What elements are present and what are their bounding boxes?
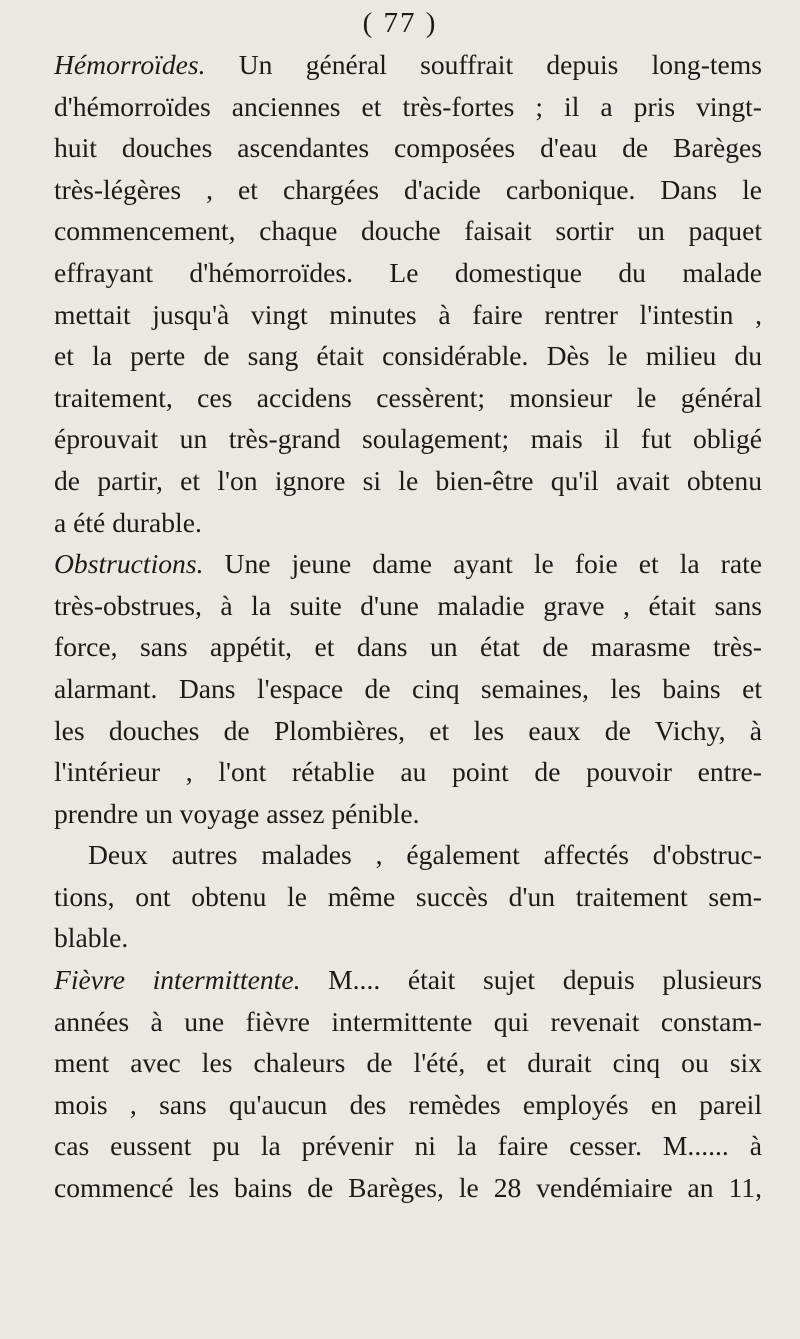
text-line: d'hémorroïdes anciennes et très-fortes ; il a pris vingt- bbox=[54, 90, 762, 122]
body-text bbox=[54, 44, 762, 1209]
text-line: force, sans appétit, et dans un état de marasme très- bbox=[54, 631, 762, 663]
text-line-content: Un général souffrait depuis long-tems bbox=[205, 49, 762, 80]
text-line: l'intérieur , l'ont rétablie au point de pouvoir entre- bbox=[54, 756, 762, 788]
text-line: ment avec les chaleurs de l'été, et durait cinq ou six bbox=[54, 1047, 762, 1079]
text-line: tions, ont obtenu le même succès d'un traitement sem- bbox=[54, 880, 762, 912]
text-line: années à une fièvre intermittente qui revenait constam- bbox=[54, 1005, 762, 1037]
text-line bbox=[54, 44, 762, 86]
text-line: Deux autres malades , également affectés d'obstruc- bbox=[88, 839, 762, 871]
text-line bbox=[54, 543, 762, 585]
text-line: très-obstrues, à la suite d'une maladie grave , était sans bbox=[54, 589, 762, 621]
text-line: blable. bbox=[54, 922, 129, 954]
text-line-content: M.... était sujet depuis plusieurs bbox=[300, 964, 762, 996]
text-line: prendre un voyage assez pénible. bbox=[54, 797, 420, 829]
text-line: a été durable. bbox=[54, 506, 202, 538]
text-line: mettait jusqu'à vingt minutes à faire rentrer l'intestin , bbox=[54, 298, 762, 330]
text-line: commencé les bains de Barèges, le 28 vendémiaire an 11, bbox=[54, 1172, 762, 1204]
text-line: de partir, et l'on ignore si le bien-être qu'il avait obtenu bbox=[54, 464, 762, 496]
text-line bbox=[54, 959, 762, 1001]
section-heading-obstructions: Obstructions. bbox=[54, 548, 204, 580]
text-line: très-légères , et chargées d'acide carbonique. Dans le bbox=[54, 173, 762, 205]
text-line-content: Une jeune dame ayant le foie et la rate bbox=[203, 548, 762, 580]
text-line: alarmant. Dans l'espace de cinq semaines, les bains et bbox=[54, 672, 762, 704]
text-line: commencement, chaque douche faisait sortir un paquet bbox=[54, 215, 762, 247]
text-line: effrayant d'hémorroïdes. Le domestique du malade bbox=[54, 256, 762, 288]
page-number: ( 77 ) bbox=[362, 7, 438, 39]
section-heading-fievre: Fièvre intermittente. bbox=[54, 964, 301, 996]
text-line: et la perte de sang était considérable. Dès le milieu du bbox=[54, 340, 762, 372]
section-heading-hemorroides: Hémorroïdes. bbox=[54, 49, 206, 80]
text-line: cas eussent pu la prévenir ni la faire cesser. M...... à bbox=[54, 1130, 762, 1162]
text-line: traitement, ces accidens cessèrent; monsieur le général bbox=[54, 381, 762, 413]
text-line: les douches de Plombières, et les eaux de Vichy, à bbox=[54, 714, 762, 746]
text-line: mois , sans qu'aucun des remèdes employés en pareil bbox=[54, 1088, 762, 1120]
text-line: huit douches ascendantes composées d'eau de Barèges bbox=[54, 132, 762, 164]
text-line: éprouvait un très-grand soulagement; mais il fut obligé bbox=[54, 423, 762, 455]
